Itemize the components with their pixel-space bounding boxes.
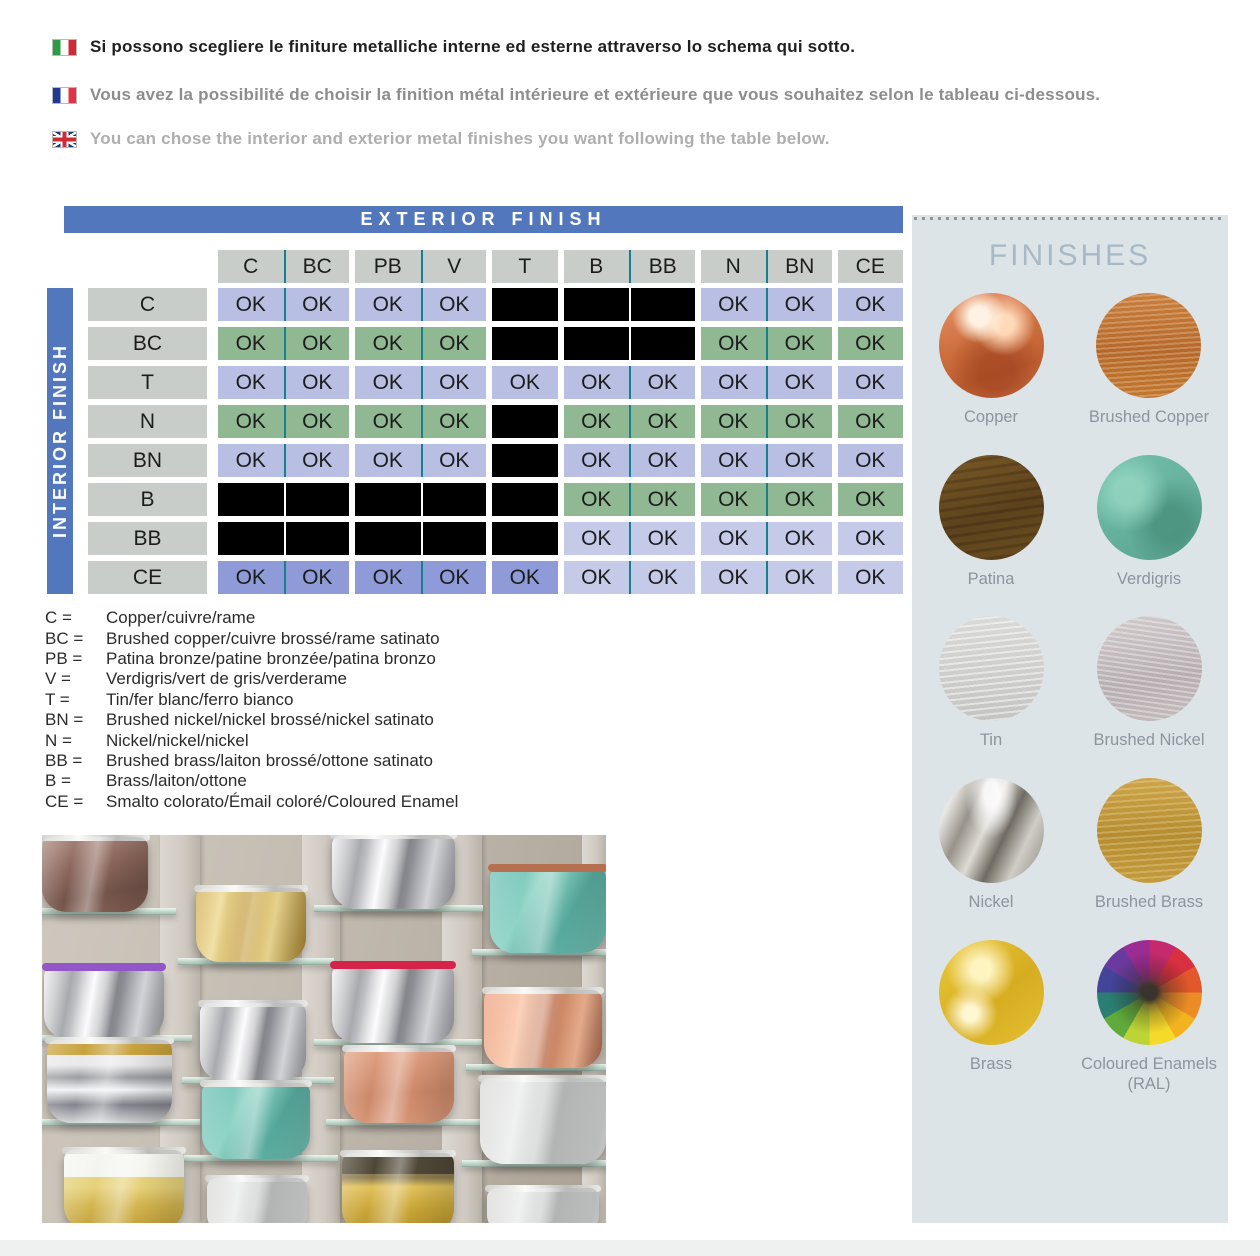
compat-cell-bc-pb: OK (355, 327, 421, 360)
finish-swatch-brushed-nickel (1094, 616, 1205, 751)
compat-cell-t-b: OK (564, 366, 630, 399)
tin-swatch-circle (939, 616, 1044, 721)
compat-cell-ce-bn: OK (766, 561, 832, 594)
compat-cell-t-t: OK (492, 366, 558, 399)
compat-cell-t-bc: OK (284, 366, 350, 399)
cell-group (838, 327, 904, 360)
compat-cell-bb-pb (355, 522, 421, 555)
cell-group (838, 444, 904, 477)
column-header-row (218, 250, 903, 283)
compat-cell-b-v (421, 483, 487, 516)
tub-copper (484, 990, 602, 1068)
finish-label: Coloured Enamels (1081, 1054, 1217, 1073)
column-group (355, 250, 486, 283)
compat-cell-c-ce: OK (838, 288, 904, 321)
cell-group (218, 483, 349, 516)
compat-cell-bn-c: OK (218, 444, 284, 477)
compatibility-table (47, 206, 903, 598)
cell-group (838, 522, 904, 555)
legend-item (45, 649, 458, 669)
legend-item (45, 710, 458, 730)
column-header-v: V (421, 250, 487, 283)
legend-code: B = (45, 771, 71, 791)
compat-cell-c-b (564, 288, 630, 321)
cell-group (701, 561, 832, 594)
table-row-bb (88, 522, 903, 555)
finish-swatch-brushed-copper (1089, 293, 1209, 428)
cell-group (838, 366, 904, 399)
column-header-b: B (564, 250, 630, 283)
legend-text: Brushed copper/cuivre brossé/rame satinato (106, 628, 440, 648)
compat-cell-n-ce: OK (838, 405, 904, 438)
intro-text-french: Vous avez la possibilité de choisir la finition métal intérieure et extérieure que vous souhaitez selon le tableau ci-dessous. (90, 85, 1101, 104)
tub-tin (207, 1178, 307, 1223)
cell-group (218, 288, 349, 321)
legend-text: Verdigris/vert de gris/verderame (106, 669, 347, 689)
finish-label: Copper (963, 408, 1019, 426)
compat-cell-bn-bn: OK (766, 444, 832, 477)
legend-code: BB = (45, 750, 83, 770)
interior-finish-label: INTERIOR FINISH (49, 343, 70, 539)
row-header-ce: CE (88, 561, 207, 594)
compat-cell-bc-bn: OK (766, 327, 832, 360)
finish-label: Brushed Nickel (1093, 731, 1205, 750)
row-header-bb: BB (88, 522, 207, 555)
compat-cell-bc-bb (629, 327, 695, 360)
compat-cell-b-pb (355, 483, 421, 516)
cell-group (492, 483, 558, 516)
legend-text: Brushed brass/laiton brossé/ottone satinato (106, 750, 433, 770)
cell-group (564, 366, 695, 399)
cell-group (564, 522, 695, 555)
cell-group (564, 327, 695, 360)
finish-swatch-brass (939, 940, 1044, 1095)
cell-group (218, 522, 349, 555)
finish-swatch-copper (939, 293, 1044, 428)
nickel-swatch-circle (939, 778, 1044, 883)
cell-group (492, 327, 558, 360)
compat-cell-bc-c: OK (218, 327, 284, 360)
legend-item (45, 669, 458, 689)
compat-cell-c-bn: OK (766, 288, 832, 321)
legend-text: Smalto colorato/Émail coloré/Coloured Enamel (106, 791, 459, 811)
legend-item (45, 608, 458, 628)
finish-swatch-brushed-brass (1095, 778, 1203, 913)
compat-cell-ce-ce: OK (838, 561, 904, 594)
legend-code: N = (45, 730, 72, 750)
brushed-nickel-swatch-circle (1097, 616, 1202, 721)
tub-nickel-gold-interior (47, 1040, 172, 1123)
legend-code: C = (45, 608, 72, 628)
compat-cell-bb-t (492, 522, 558, 555)
row-header-bc: BC (88, 327, 207, 360)
table-row-t (88, 366, 903, 399)
compat-cell-ce-t: OK (492, 561, 558, 594)
footer-band (0, 1240, 1260, 1256)
finish-label: Verdigris (1116, 569, 1182, 588)
compat-cell-bb-ce: OK (838, 522, 904, 555)
compat-cell-ce-v: OK (421, 561, 487, 594)
cell-group (701, 522, 832, 555)
finish-swatch-tin (939, 616, 1044, 751)
compat-cell-n-bc: OK (284, 405, 350, 438)
row-header-b: B (88, 483, 207, 516)
legend-item (45, 792, 458, 812)
column-header-pb: PB (355, 250, 421, 283)
compat-cell-t-ce: OK (838, 366, 904, 399)
finish-label: Patina (967, 569, 1015, 588)
column-header-c: C (218, 250, 284, 283)
cell-group (701, 483, 832, 516)
compat-cell-n-c: OK (218, 405, 284, 438)
tub-nickel (44, 967, 164, 1039)
legend-list (45, 608, 458, 812)
tub-verdigris (490, 868, 606, 953)
coloured-enamels-swatch-circle (1097, 940, 1202, 1045)
cell-group (355, 561, 486, 594)
finishes-title: FINISHES (988, 239, 1152, 272)
compat-cell-bb-bb: OK (629, 522, 695, 555)
finish-label: Nickel (968, 892, 1014, 911)
compat-cell-bn-bc: OK (284, 444, 350, 477)
french-flag-icon (52, 87, 77, 104)
cell-group (701, 327, 832, 360)
legend-code: PB = (45, 648, 83, 668)
compat-cell-b-bc (284, 483, 350, 516)
compat-cell-bc-ce: OK (838, 327, 904, 360)
dotted-divider (914, 217, 1226, 220)
legend-item (45, 751, 458, 771)
column-group (564, 250, 695, 283)
cell-group (218, 366, 349, 399)
cell-group (564, 561, 695, 594)
compat-cell-bn-bb: OK (629, 444, 695, 477)
cell-group (564, 444, 695, 477)
table-row-n (88, 405, 903, 438)
column-header-ce: CE (838, 250, 904, 283)
cell-group (355, 327, 486, 360)
compat-cell-bb-b: OK (564, 522, 630, 555)
compat-cell-bn-n: OK (701, 444, 767, 477)
compat-cell-bc-b (564, 327, 630, 360)
compat-cell-bn-pb: OK (355, 444, 421, 477)
cell-group (492, 522, 558, 555)
tub-nickel (200, 1003, 306, 1081)
legend-text: Patina bronze/patine bronzée/patina bronzo (106, 648, 436, 668)
cell-group (492, 444, 558, 477)
cell-group (355, 483, 486, 516)
row-header-bn: BN (88, 444, 207, 477)
cell-group (838, 288, 904, 321)
intro-text-english: You can chose the interior and exterior metal finishes you want following the table below. (90, 129, 830, 148)
finish-swatch-coloured-enamels (1081, 940, 1217, 1095)
legend-code: BC = (45, 628, 84, 648)
compat-cell-n-b: OK (564, 405, 630, 438)
tub-brass-dark (342, 1153, 454, 1223)
table-row-b (88, 483, 903, 516)
exterior-finish-header: EXTERIOR FINISH (64, 206, 903, 233)
cell-group (701, 405, 832, 438)
compat-cell-n-bn: OK (766, 405, 832, 438)
cell-group (355, 288, 486, 321)
compat-cell-bb-bn: OK (766, 522, 832, 555)
tub-rim (42, 963, 166, 971)
legend-text: Tin/fer blanc/ferro bianco (106, 689, 294, 709)
cell-group (564, 288, 695, 321)
interior-finish-header (47, 288, 73, 594)
cell-group (564, 405, 695, 438)
tub-nickel (332, 965, 454, 1043)
tub-rim (330, 961, 456, 969)
compat-cell-b-c (218, 483, 284, 516)
column-header-bn: BN (766, 250, 832, 283)
column-group (492, 250, 558, 283)
copper-swatch-circle (939, 293, 1044, 398)
brass-swatch-circle (939, 940, 1044, 1045)
cell-group (355, 444, 486, 477)
compat-cell-b-t (492, 483, 558, 516)
cell-group (492, 405, 558, 438)
tub-brass (196, 888, 306, 962)
legend-item (45, 730, 458, 750)
compat-cell-ce-pb: OK (355, 561, 421, 594)
legend-code: CE = (45, 791, 84, 811)
cell-group (838, 561, 904, 594)
intro-line-french (52, 85, 1100, 105)
row-header-n: N (88, 405, 207, 438)
compat-cell-c-c: OK (218, 288, 284, 321)
finish-swatch-nickel (939, 778, 1044, 913)
compat-cell-b-ce: OK (838, 483, 904, 516)
cell-group (492, 366, 558, 399)
table-body (88, 288, 903, 600)
compat-cell-t-bb: OK (629, 366, 695, 399)
compat-cell-ce-bb: OK (629, 561, 695, 594)
compat-cell-t-c: OK (218, 366, 284, 399)
compat-cell-bn-b: OK (564, 444, 630, 477)
compat-cell-c-bb (629, 288, 695, 321)
intro-text-italian: Si possono scegliere le finiture metalliche interne ed esterne attraverso lo schema qui sotto. (90, 37, 856, 56)
legend-text: Brushed nickel/nickel brossé/nickel satinato (106, 710, 434, 730)
cell-group (564, 483, 695, 516)
compat-cell-b-b: OK (564, 483, 630, 516)
compat-cell-c-bc: OK (284, 288, 350, 321)
cell-group (701, 444, 832, 477)
tub-tin (487, 1188, 599, 1223)
finish-label: Tin (979, 731, 1003, 750)
finishes-panel (912, 215, 1228, 1223)
compat-cell-n-pb: OK (355, 405, 421, 438)
cell-group (838, 405, 904, 438)
compat-cell-bc-v: OK (421, 327, 487, 360)
table-row-c (88, 288, 903, 321)
compat-cell-c-v: OK (421, 288, 487, 321)
column-header-t: T (492, 250, 558, 283)
compat-cell-n-bb: OK (629, 405, 695, 438)
compat-cell-bc-n: OK (701, 327, 767, 360)
cell-group (355, 366, 486, 399)
table-row-bc (88, 327, 903, 360)
compat-cell-ce-n: OK (701, 561, 767, 594)
finish-label: Brushed Copper (1088, 408, 1210, 426)
column-header-bb: BB (629, 250, 695, 283)
compat-cell-bb-c (218, 522, 284, 555)
column-group (218, 250, 349, 283)
tub-rim (488, 864, 606, 872)
uk-flag-icon (52, 131, 77, 148)
tub-aged-copper (42, 837, 148, 912)
tub-white-enamel-brass (64, 1150, 184, 1223)
italian-flag-icon (52, 39, 77, 56)
cell-group (492, 288, 558, 321)
table-row-ce (88, 561, 903, 594)
tub-nickel (332, 835, 455, 909)
compat-cell-t-n: OK (701, 366, 767, 399)
legend-code: BN = (45, 710, 84, 730)
compat-cell-bb-bc (284, 522, 350, 555)
patina-swatch-circle (939, 455, 1044, 560)
column-header-n: N (701, 250, 767, 283)
finish-label-sub: (RAL) (1127, 1075, 1171, 1094)
intro-line-italian (52, 37, 855, 57)
finish-label: Brushed Brass (1094, 892, 1204, 911)
row-header-t: T (88, 366, 207, 399)
compat-cell-b-n: OK (701, 483, 767, 516)
legend-code: T = (45, 689, 70, 709)
cell-group (218, 444, 349, 477)
legend-code: V = (45, 669, 71, 689)
compat-cell-c-pb: OK (355, 288, 421, 321)
compat-cell-c-n: OK (701, 288, 767, 321)
display-photo (42, 835, 606, 1223)
legend-item (45, 771, 458, 791)
column-group (701, 250, 832, 283)
compat-cell-b-bn: OK (766, 483, 832, 516)
brushed-brass-swatch-circle (1097, 778, 1202, 883)
cell-group (355, 405, 486, 438)
compat-cell-c-t (492, 288, 558, 321)
compat-cell-bc-bc: OK (284, 327, 350, 360)
compat-cell-ce-b: OK (564, 561, 630, 594)
compat-cell-bn-v: OK (421, 444, 487, 477)
compat-cell-n-t (492, 405, 558, 438)
cell-group (492, 561, 558, 594)
cell-group (218, 327, 349, 360)
cell-group (701, 288, 832, 321)
tub-tin (480, 1078, 606, 1164)
finish-swatch-patina (939, 455, 1044, 590)
swatch-grid (912, 293, 1228, 1095)
cell-group (218, 561, 349, 594)
intro-line-english (52, 129, 830, 149)
compat-cell-t-pb: OK (355, 366, 421, 399)
table-row-bn (88, 444, 903, 477)
tub-brushed-copper (344, 1048, 454, 1123)
tub-verdigris (202, 1083, 310, 1159)
legend-text: Copper/cuivre/rame (106, 608, 256, 628)
legend-text: Brass/laiton/ottone (106, 771, 247, 791)
legend-text: Nickel/nickel/nickel (106, 730, 249, 750)
cell-group (701, 366, 832, 399)
cell-group (218, 405, 349, 438)
compat-cell-n-v: OK (421, 405, 487, 438)
compat-cell-b-bb: OK (629, 483, 695, 516)
compat-cell-t-v: OK (421, 366, 487, 399)
verdigris-swatch-circle (1097, 455, 1202, 560)
compat-cell-bn-ce: OK (838, 444, 904, 477)
compat-cell-bc-t (492, 327, 558, 360)
brushed-copper-swatch-circle (1096, 293, 1201, 398)
compat-cell-bb-v (421, 522, 487, 555)
finish-swatch-verdigris (1097, 455, 1202, 590)
finish-label: Brass (969, 1054, 1013, 1073)
compat-cell-bb-n: OK (701, 522, 767, 555)
legend-item (45, 690, 458, 710)
compat-cell-n-n: OK (701, 405, 767, 438)
compat-cell-t-bn: OK (766, 366, 832, 399)
cell-group (355, 522, 486, 555)
cell-group (838, 483, 904, 516)
compat-cell-ce-bc: OK (284, 561, 350, 594)
compat-cell-bn-t (492, 444, 558, 477)
legend-item (45, 628, 458, 648)
column-header-bc: BC (284, 250, 350, 283)
column-group (838, 250, 904, 283)
compat-cell-ce-c: OK (218, 561, 284, 594)
row-header-c: C (88, 288, 207, 321)
